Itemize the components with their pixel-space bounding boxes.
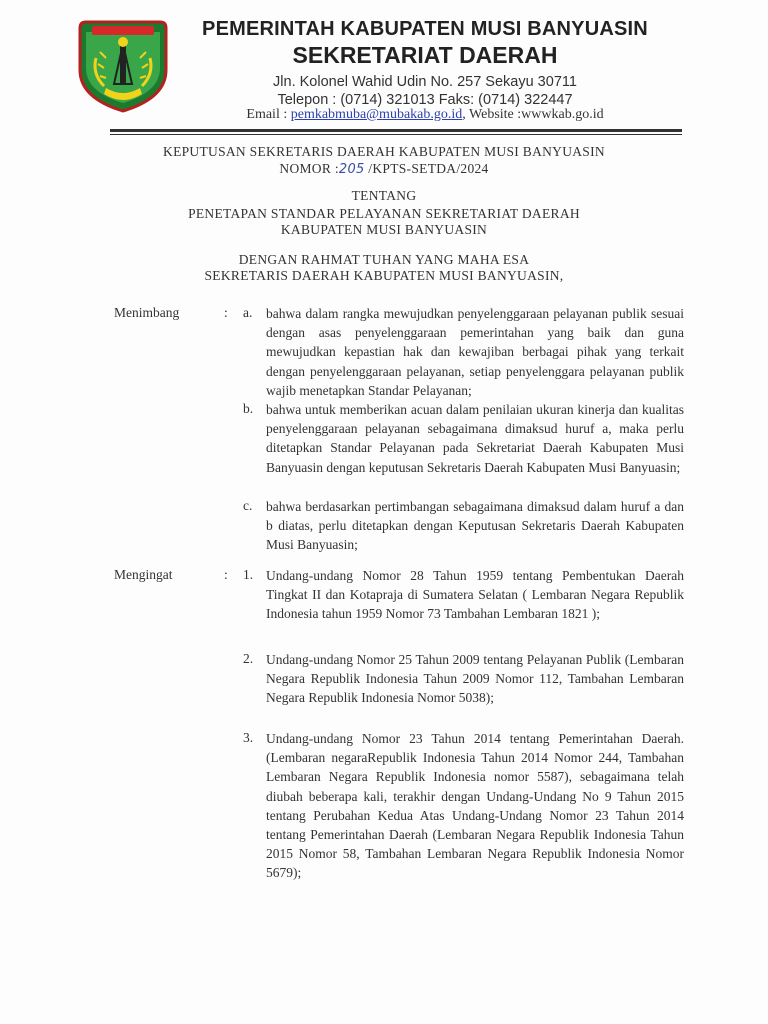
- regency-emblem-logo: [74, 18, 172, 114]
- menimbang-marker-b: b.: [243, 401, 254, 416]
- mengingat-item-3: Undang-undang Nomor 23 Tahun 2014 tentang Pemerintahan Daerah. (Lembaran negaraRepublik Indonesia Tahun 2014 Nomor 244, Tambahan Lembaran Negara Republik Indonesia nomor 5587), sebagaimana telah diubah beberapa kali, terakhir dengan Undang-Undang No 9 Tahun 2015 tentang Perubahan Kedua Atas Undang-Undang Nomor 23 Tahun 2014 tentang Pemerintahan Daerah (Lembaran Negara Republik Indonesia Tahun 2015 Nomor 58, Tambahan Lembaran Negara Republik Indonesia Nomor 5679);: [266, 731, 684, 881]
- letterhead-address: Jln. Kolonel Wahid Udin No. 257 Sekayu 30711: [273, 74, 577, 90]
- menimbang-item-a: bahwa dalam rangka mewujudkan penyelenggaraan pelayanan publik sesuai dengan asas penyelenggaraan pemerintahan yang baik dan guna mewujudkan kepastian hak dan kewajiban berbagai pihak yang terkait dengan penyelenggaraan pelayanan, setiap penyelenggara pelayanan publik wajib menetapkan Standar Pelayanan;: [266, 306, 684, 398]
- letterhead-office-name: SEKRETARIAT DAERAH: [292, 42, 558, 68]
- mengingat-label: Mengingat: [114, 567, 173, 582]
- menimbang-marker-a: a.: [243, 305, 253, 320]
- menimbang-item-c: bahwa berdasarkan pertimbangan sebagaimana dimaksud dalam huruf a dan b diatas, perlu ditetapkan dengan Keputusan Sekretaris Daerah Kabupaten Musi Banyuasin;: [266, 499, 684, 553]
- letterhead-rule-thin: [110, 134, 682, 135]
- mengingat-item-2: Undang-undang Nomor 25 Tahun 2009 tentang Pelayanan Publik (Lembaran Negara Republik Indonesia Tahun 2009 Nomor 112, Tambahan Lembaran Negara Republik Indonesia Nomor 5038);: [266, 652, 684, 706]
- decree-subject-line2: KABUPATEN MUSI BANYUASIN: [280, 222, 488, 237]
- mengingat-marker-1: 1.: [243, 567, 254, 582]
- letterhead-government-name: PEMERINTAH KABUPATEN MUSI BANYUASIN: [202, 18, 648, 40]
- letterhead-contact: [180, 107, 670, 123]
- mengingat-marker-2: 2.: [243, 651, 254, 666]
- nomor-handwritten-value: 205: [338, 162, 365, 177]
- letterhead-rule-thick: [110, 129, 682, 132]
- letterhead-phone: Telepon : (0714) 321013 Faks: (0714) 322447: [277, 92, 573, 108]
- decree-title: KEPUTUSAN SEKRETARIS DAERAH KABUPATEN MUSI BANYUASIN: [163, 144, 605, 159]
- blessing-line1: DENGAN RAHMAT TUHAN YANG MAHA ESA: [238, 252, 530, 267]
- mengingat-item-1: Undang-undang Nomor 28 Tahun 1959 tentang Pembentukan Daerah Tingkat II dan Kotapraja di Sumatera Selatan ( Lembaran Negara Republik Indonesia tahun 1959 Nomor 73 Tambahan Lembaran 1821 );: [266, 568, 684, 622]
- nomor-prefix: NOMOR :: [279, 161, 339, 176]
- mengingat-marker-3: 3.: [243, 730, 254, 745]
- menimbang-item-b: bahwa untuk memberikan acuan dalam penilaian ukuran kinerja dan kualitas penyelenggaraan pelayanan sebagaimana dimaksud huruf a, maka perlu ditetapkan Standar Pelayanan pada Sekretariat Daerah Kabupaten Musi Banyuasin dengan keputusan Sekretaris Daerah Kabupaten Musi Banyuasin;: [266, 402, 684, 475]
- menimbang-colon: :: [224, 305, 228, 320]
- decree-number: [96, 161, 672, 177]
- menimbang-marker-c: c.: [243, 498, 253, 513]
- decree-subject-line1: PENETAPAN STANDAR PELAYANAN SEKRETARIAT DAERAH: [188, 206, 580, 221]
- tentang-heading: TENTANG: [351, 188, 417, 203]
- mengingat-colon: :: [224, 567, 228, 582]
- email-label: Email :: [246, 107, 291, 122]
- blessing-line2: SEKRETARIS DAERAH KABUPATEN MUSI BANYUASIN,: [204, 268, 564, 283]
- website-text: , Website :wwwkab.go.id: [462, 107, 604, 122]
- email-link[interactable]: pemkabmuba@mubakab.go.id: [290, 107, 463, 122]
- nomor-suffix: /KPTS-SETDA/2024: [364, 161, 489, 176]
- menimbang-label: Menimbang: [114, 305, 180, 320]
